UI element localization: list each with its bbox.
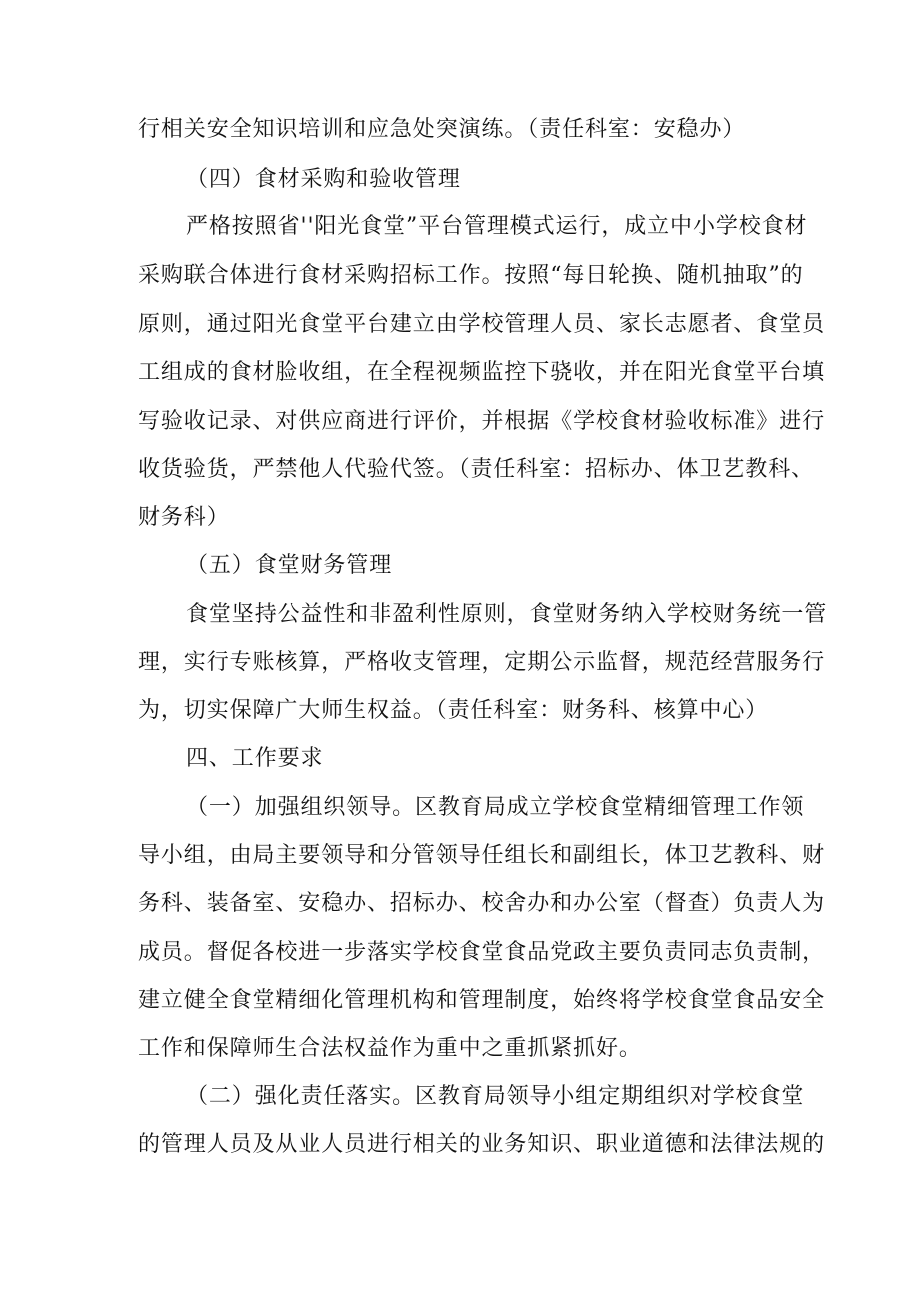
- text-line-11: 食堂坚持公益性和非盈利性原则，食堂财务纳入学校财务统一管: [186, 602, 828, 627]
- text-line-16: 导小组，由局主要领导和分管领导任组长和副组长，体卫艺教科、财: [138, 843, 826, 868]
- text-line-20: 工作和保障师生合法权益作为重中之重抓紧抓好。: [138, 1036, 642, 1061]
- text-line-19: 建立健全食堂精细化管理机构和管理制度，始终将学校食堂食品安全: [138, 988, 826, 1013]
- text-line-7: 写验收记录、对供应商进行评价，并根据《学校食材验收标准》进行: [138, 409, 826, 434]
- text-line-18: 成员。督促各校进一步落实学校食堂食品党政主要负责同志负责制，: [138, 940, 826, 965]
- text-line-9: 财务科）: [138, 505, 230, 530]
- section-heading-food-procurement: （四）食材采购和验收管理: [186, 167, 461, 192]
- text-line-13: 为，切实保障广大师生权益。（责任科室：财务科、核算中心）: [138, 698, 769, 723]
- section-heading-work-requirements: 四、工作要求: [186, 746, 324, 771]
- text-line-5: 原则，通过阳光食堂平台建立由学校管理人员、家长志愿者、食堂员: [138, 312, 826, 337]
- text-line-17: 务科、装备室、安稳办、招标办、校舍办和办公室（督查）负责人为: [138, 891, 826, 916]
- text-line-4: 采购联合体进行食材采购招标工作。按照“每日轮换、随机抽取”的: [138, 263, 804, 288]
- text-line-8: 收货验货，严禁他人代验代签。（责任科室：招标办、体卫艺教科、: [138, 457, 815, 482]
- text-line-3: 严格按照省''阳光食堂”平台管理模式运行，成立中小学校食材: [186, 214, 808, 239]
- text-line-21: （二）强化责任落实。区教育局领导小组定期组织对学校食堂: [186, 1084, 805, 1109]
- text-line-22: 的管理人员及从业人员进行相关的业务知识、职业道德和法律法规的: [138, 1132, 826, 1157]
- text-line-6: 工组成的食材脸收组，在全程视频监控下骁收，并在阳光食堂平台填: [138, 360, 826, 385]
- text-line-15: （一）加强组织领导。区教育局成立学校食堂精细管理工作领: [186, 795, 805, 820]
- section-heading-canteen-finance: （五）食堂财务管理: [186, 553, 393, 578]
- text-line-12: 理，实行专账核算，严格收支管理，定期公示监督，规范经营服务行: [138, 650, 826, 675]
- text-line-1: 行相关安全知识培训和应急处突演练。（责任科室：安稳办）: [138, 117, 746, 142]
